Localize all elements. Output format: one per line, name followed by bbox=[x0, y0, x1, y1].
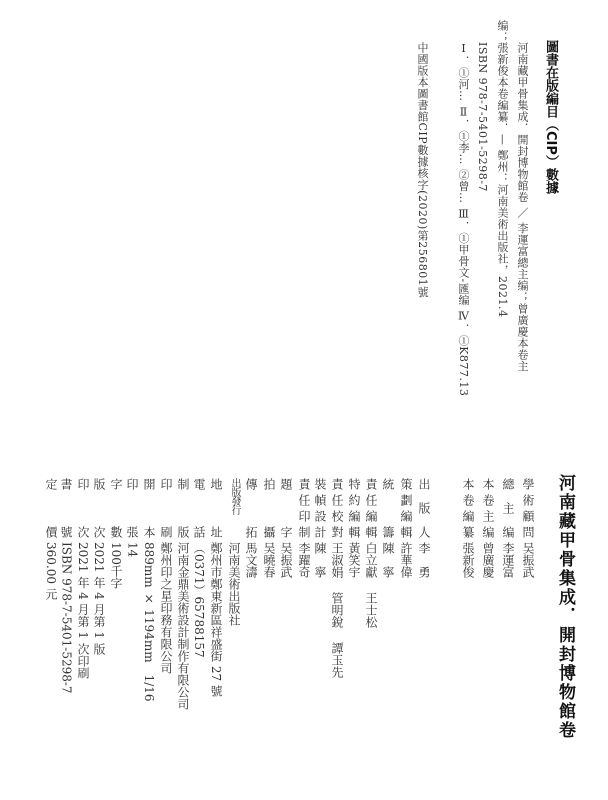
credit-row bbox=[363, 478, 380, 628]
credit-value: 889mm × 1194mm 1/16 bbox=[142, 542, 156, 702]
cip-line-1: 河南藏甲骨集成．開封博物館卷 ／ 李運富總主编；曾廣慶本卷主 bbox=[516, 42, 529, 372]
credit-label: 責任編輯 bbox=[364, 478, 378, 538]
credit-label: 印次 bbox=[76, 478, 90, 538]
credit-label: 印刷 bbox=[159, 478, 173, 538]
credit-row bbox=[460, 478, 477, 578]
credit-label: 地址 bbox=[209, 478, 223, 538]
credit-value: 吴振武 bbox=[521, 542, 535, 578]
credit-value: 吴振武 bbox=[279, 542, 293, 578]
credit-row bbox=[500, 478, 517, 578]
credit-value: 李躍奇 bbox=[297, 542, 311, 578]
credit-label: 版次 bbox=[92, 478, 106, 538]
credit-value: 李運富 bbox=[501, 542, 515, 578]
credit-label: 特約編輯 bbox=[347, 478, 361, 538]
credit-label: 字數 bbox=[109, 478, 123, 538]
credit-row bbox=[175, 478, 192, 710]
credit-row bbox=[108, 478, 125, 589]
cip-line-1-cont: 编； bbox=[496, 20, 509, 43]
credit-row bbox=[191, 478, 208, 658]
cip-verification-number: 中國版本圖書館CIP數據核字(2020)第256801號 bbox=[416, 42, 429, 298]
credit-row bbox=[520, 478, 537, 578]
credit-label: 策劃編輯 bbox=[399, 478, 413, 538]
credit-value: 14 bbox=[125, 542, 140, 558]
credit-value: 白立獻 bbox=[364, 542, 378, 578]
credit-label: 出版發行 bbox=[229, 478, 240, 514]
credit-row bbox=[141, 478, 158, 702]
credit-label: 統籌 bbox=[381, 478, 395, 538]
credit-row bbox=[58, 478, 75, 694]
credit-row bbox=[158, 478, 175, 674]
credit-label: 總主编 bbox=[501, 478, 515, 538]
credit-row bbox=[346, 478, 363, 578]
credit-label: 定價 bbox=[44, 478, 58, 538]
credit-label: 責任校對 bbox=[330, 478, 344, 538]
credit-row bbox=[416, 478, 433, 578]
credit-row bbox=[43, 478, 60, 600]
credit-label: 出版人 bbox=[417, 478, 431, 538]
credit-value: 曾廣慶 bbox=[481, 542, 495, 578]
credit-value: 鄭州印之星印務有限公司 bbox=[159, 542, 173, 674]
credit-value: 管明銳 bbox=[330, 592, 344, 628]
credit-label: 裝幀設計 bbox=[313, 478, 327, 538]
credit-value: 吴曉春 bbox=[262, 542, 276, 578]
credit-label: 電話 bbox=[192, 478, 206, 538]
credit-label: 本卷編纂 bbox=[461, 478, 475, 538]
credit-value: 100千字 bbox=[109, 542, 123, 589]
credit-value: 河南金鼎美術設計制作有限公司 bbox=[176, 542, 190, 710]
credit-label: 責任印制 bbox=[297, 478, 311, 538]
cip-line-2: 張新俊本卷編纂．— 鄭州：河南美術出版社，2021.4 bbox=[496, 42, 509, 318]
credit-label: 開本 bbox=[142, 478, 156, 538]
credit-label: 傳拓 bbox=[244, 478, 258, 538]
credit-value: 許華偉 bbox=[399, 542, 413, 578]
credit-value: 鄭州市鄭東新區祥盛街 27 號 bbox=[209, 542, 223, 697]
credit-row bbox=[296, 478, 313, 578]
credit-value: 張新俊 bbox=[461, 542, 475, 578]
credit-row bbox=[226, 478, 243, 626]
credit-row bbox=[261, 478, 278, 578]
credit-value: 王淑娟 bbox=[330, 542, 344, 578]
credit-row bbox=[75, 478, 92, 679]
credit-label: 本卷主编 bbox=[481, 478, 495, 538]
credit-row bbox=[329, 478, 346, 678]
credit-value: 陳 寧 bbox=[381, 542, 395, 578]
credit-row bbox=[380, 478, 397, 578]
cip-isbn: ISBN 978-7-5401-5298-7 bbox=[476, 42, 489, 192]
credit-value: 2021 年 4 月第 1 版 bbox=[92, 542, 106, 655]
credit-value: 河南美術出版社 bbox=[227, 542, 241, 626]
credit-value: 黃笑宇 bbox=[347, 542, 361, 578]
book-title: 河南藏甲骨集成．開封博物館卷 bbox=[555, 474, 575, 740]
credit-label: 學術顧問 bbox=[521, 478, 535, 538]
credit-label: 書號 bbox=[59, 478, 73, 538]
credit-value: 馬文濤 bbox=[244, 542, 258, 578]
credit-row bbox=[398, 478, 415, 578]
cip-classification: Ⅰ．①河… Ⅱ．①李… ②曾… Ⅲ．①甲骨文-匯编 Ⅳ．①K877.13 bbox=[457, 42, 470, 397]
credit-value: 王士松 bbox=[364, 592, 378, 628]
credit-value: ISBN 978-7-5401-5298-7 bbox=[59, 542, 74, 694]
credit-value: 陳 寧 bbox=[313, 542, 327, 578]
credit-value: （0371）65788157 bbox=[192, 542, 206, 658]
credit-value: 2021 年 4 月第 1 次印刷 bbox=[76, 542, 90, 679]
credit-value: 360.00 元 bbox=[44, 542, 58, 600]
credit-row bbox=[124, 478, 141, 557]
credit-row bbox=[243, 478, 260, 578]
credit-row bbox=[91, 478, 108, 655]
credit-label: 制版 bbox=[176, 478, 190, 538]
credit-row bbox=[208, 478, 225, 697]
credit-label: 印張 bbox=[125, 478, 139, 538]
credit-row bbox=[480, 478, 497, 578]
cip-heading: 圖書在版編目（CIP）數據 bbox=[543, 40, 558, 194]
credit-label: 拍攝 bbox=[262, 478, 276, 538]
credit-row bbox=[278, 478, 295, 578]
credit-value: 譚玉先 bbox=[330, 642, 344, 678]
credit-value: 李 勇 bbox=[417, 542, 431, 578]
credit-label: 題字 bbox=[279, 478, 293, 538]
credit-row bbox=[312, 478, 329, 578]
